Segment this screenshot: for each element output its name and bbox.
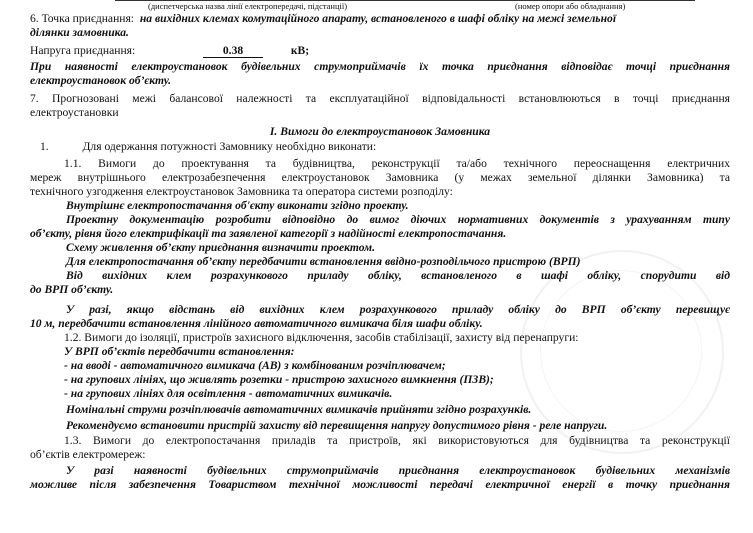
req13-line-4: можливе після забезпечення Товариством технічної можливості передачі електричної енергії в точку приєднання (30, 478, 730, 491)
req1-num: 1. (40, 140, 49, 153)
req12-l4: - на групових лініях для освітлення - автоматичних вимикачів. (64, 387, 393, 400)
point6-value: на вихідних клемах комутаційного апарату, встановленого в шафі обліку на межі земельної (139, 12, 617, 25)
req12-l2: - на вводі - автоматичного вимикача (АВ) з комбінованим розчіплювачем; (64, 359, 446, 372)
req11-line-1: 1.1. Вимоги до проектування та будівництва, реконструкції та/або технічного переоснащення електричних (64, 157, 730, 170)
req1-line (40, 140, 740, 154)
req12-l5: Номінальні струми розчіплювачів автоматичних вимикачів прийняти згідно розрахунків. (66, 403, 532, 416)
item-project-docs-1: Проектну документацію розробити відповідно до вимог діючих нормативних документів з урахуванням типу (66, 213, 730, 226)
item-distance-2: 10 м, передбачити встановлення лінійного автоматичного вимикача біля шафи обліку. (30, 317, 483, 330)
support-caption: (номер опори або обладнання) (515, 1, 626, 11)
point7-line-2: електроустановки (30, 106, 119, 119)
req13-line-1: 1.3. Вимоги до електропостачання приладів та пристроїв, які використовуються для будівництва та реконструкції (64, 434, 730, 447)
req13-line-3: У разі наявності будівельних струмоприймачів приєднання електроустановок будівельних механізмів (66, 464, 730, 477)
voltage-value: 0.38 (203, 45, 263, 58)
req12-l3: - на групових лініях, що живлять розетки - пристрою захисного вимкнення (ПЗВ); (64, 373, 494, 386)
note-line-2: електроустановок об’єкту. (30, 74, 172, 87)
voltage-line (30, 44, 730, 58)
voltage-unit: кВ; (290, 44, 310, 57)
req12-head: 1.2. Вимоги до ізоляції, пристроїв захисного відключення, засобів стабілізації, захисту від перенапруги: (64, 331, 579, 344)
voltage-label: Напруга приєднання: (30, 44, 136, 57)
item-internal-supply: Внутрішнє електропостачання об'єкту виконати згідно проекту. (66, 199, 409, 212)
req11-line-3: технічного узгодження електроустановок Замовника та оператора системи розподілу: (30, 185, 453, 198)
req1-text: Для одержання потужності Замовнику необхідно виконати: (82, 140, 377, 153)
point6-label: 6. Точка приєднання: (30, 12, 135, 25)
section-title: I. Вимоги до електроустановок Замовника (269, 125, 491, 138)
req12-l1: У ВРП об’єктів передбачити встановлення: (64, 345, 295, 358)
req13-line-2: об’єктів електромереж: (30, 448, 146, 461)
item-distance-1: У разі, якщо відстань від вихідних клем розрахункового приладу обліку до ВРП об’єкту перевищує (66, 303, 730, 316)
point6-value-cont: ділянки замовника. (30, 26, 129, 39)
req12-l6: Рекомендуємо встановити пристрій захисту від перевищення напругу допустимого рівня - реле напруги. (66, 419, 608, 432)
item-from-meter-2: до ВРП об’єкту. (30, 283, 114, 296)
item-vrp: Для електропостачання об’єкту передбачити встановлення ввідно-розподільчого пристрою (ВРП) (66, 255, 581, 268)
item-supply-scheme: Схему живлення об’єкту приєднання визначити проектом. (66, 241, 375, 254)
item-from-meter-1: Від вихідних клем розрахункового приладу обліку, встановленого в шафі обліку, спорудити від (66, 269, 730, 282)
item-project-docs-2: об’єкту, рівня його електрифікації та заявленої категорії з надійності електропостачання. (30, 227, 507, 240)
dispatch-caption: (диспетчерська назва лінії електропередачі, підстанції) (148, 1, 348, 11)
req11-line-2: мереж внутрішнього електрозабезпечення електроустановок Замовника (у межах земельної ділянки Замовника) та (30, 171, 730, 184)
note-line-1: При наявності електроустановок будівельних струмоприймачів їх точка приєднання відповідає точці приєднання (30, 60, 730, 73)
point6-line (30, 12, 730, 26)
point7-line-1: 7. Прогнозовані межі балансової належності та експлуатаційної відповідальності встановлюються в точці приєднання (30, 92, 730, 105)
